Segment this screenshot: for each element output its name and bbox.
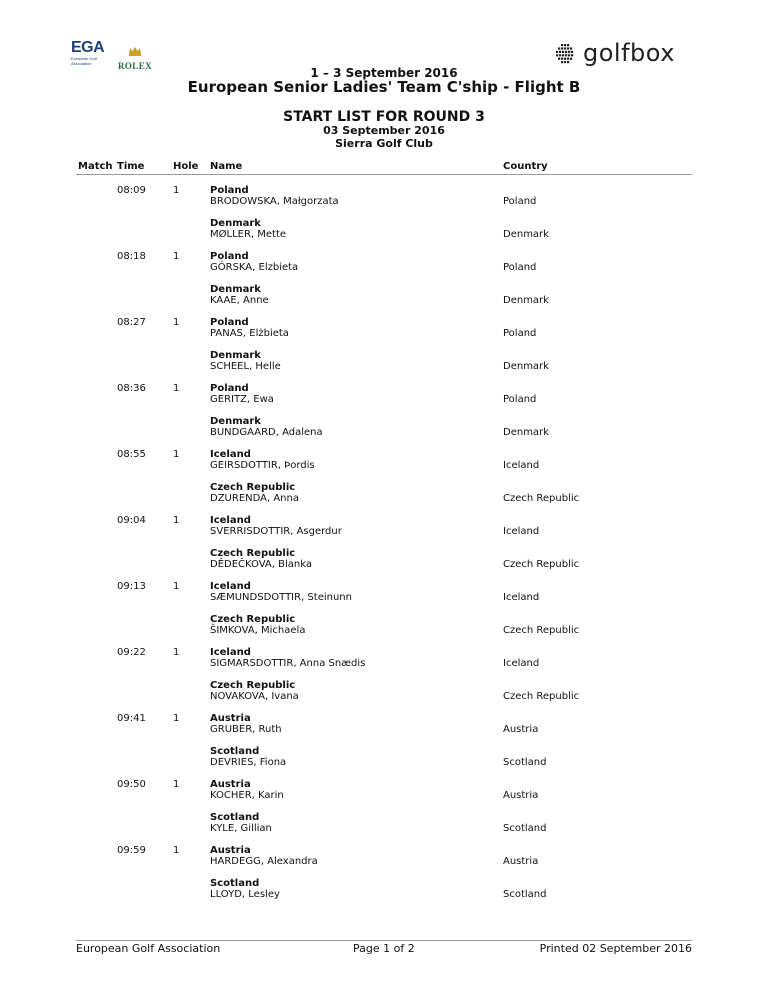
round-date: 03 September 2016 <box>323 124 445 137</box>
player-country: Austria <box>503 790 539 801</box>
player-name: GÓRSKA, Elzbieta <box>210 262 299 273</box>
player-name: ŠIMKOVA, Michaela <box>210 625 306 636</box>
tee-time: 09:50 <box>117 779 146 790</box>
player-name: GERITZ, Ewa <box>210 394 274 405</box>
player-country: Scotland <box>503 757 547 768</box>
player-country: Iceland <box>503 460 540 471</box>
player-country: Czech Republic <box>503 493 580 504</box>
player-name: PANAS, Elżbieta <box>210 328 289 339</box>
player-country: Denmark <box>503 229 549 240</box>
tee-time: 08:09 <box>117 185 146 196</box>
player-name: KAAE, Anne <box>210 295 269 306</box>
start-hole: 1 <box>173 581 180 592</box>
globe-grid-icon <box>553 41 577 65</box>
start-hole: 1 <box>173 317 180 328</box>
player-name: DZURENDA, Anna <box>210 493 299 504</box>
team-name: Iceland <box>210 515 251 526</box>
start-hole: 1 <box>173 845 180 856</box>
start-hole: 1 <box>173 647 180 658</box>
start-hole: 1 <box>173 449 180 460</box>
team-name: Poland <box>210 251 249 262</box>
player-country: Czech Republic <box>503 691 580 702</box>
player-name: BUNDGAARD, Adalena <box>210 427 323 438</box>
column-header-match: Match <box>78 161 113 172</box>
player-country: Poland <box>503 328 537 339</box>
player-name: GEIRSDOTTIR, Þordis <box>210 460 315 471</box>
header-divider <box>76 174 692 175</box>
player-country: Austria <box>503 724 539 735</box>
player-country: Iceland <box>503 592 540 603</box>
tee-time: 09:04 <box>117 515 146 526</box>
player-country: Iceland <box>503 526 540 537</box>
team-name: Poland <box>210 317 249 328</box>
column-header-hole: Hole <box>173 161 199 172</box>
tee-time: 08:55 <box>117 449 146 460</box>
player-country: Denmark <box>503 295 549 306</box>
start-hole: 1 <box>173 251 180 262</box>
tee-time: 09:22 <box>117 647 146 658</box>
team-name: Austria <box>210 713 251 724</box>
player-name: SCHEEL, Helle <box>210 361 281 372</box>
crown-icon <box>128 46 142 56</box>
player-country: Denmark <box>503 427 549 438</box>
team-name: Denmark <box>210 284 261 295</box>
team-name: Austria <box>210 779 251 790</box>
player-name: SÆMUNDSDOTTIR, Steinunn <box>210 592 352 603</box>
golfbox-logo-text: golfbox <box>583 39 675 67</box>
tee-time: 08:18 <box>117 251 146 262</box>
team-name: Poland <box>210 185 249 196</box>
player-country: Scotland <box>503 889 547 900</box>
printed-date: Printed 02 September 2016 <box>539 942 692 955</box>
footer-divider <box>76 940 692 941</box>
team-name: Austria <box>210 845 251 856</box>
column-header-name: Name <box>210 161 243 172</box>
player-name: HARDEGG, Alexandra <box>210 856 318 867</box>
player-name: SIGMARSDOTTIR, Anna Snædis <box>210 658 366 669</box>
team-name: Scotland <box>210 812 260 823</box>
player-name: LLOYD, Lesley <box>210 889 280 900</box>
player-name: KOCHER, Karin <box>210 790 284 801</box>
team-name: Denmark <box>210 218 261 229</box>
rolex-logo <box>118 41 153 71</box>
team-name: Iceland <box>210 449 251 460</box>
player-name: NOVAKOVA, Ivana <box>210 691 299 702</box>
team-name: Iceland <box>210 647 251 658</box>
team-name: Scotland <box>210 878 260 889</box>
start-hole: 1 <box>173 383 180 394</box>
start-hole: 1 <box>173 713 180 724</box>
start-hole: 1 <box>173 185 180 196</box>
player-country: Denmark <box>503 361 549 372</box>
tee-time: 09:41 <box>117 713 146 724</box>
player-country: Scotland <box>503 823 547 834</box>
player-country: Poland <box>503 394 537 405</box>
team-name: Czech Republic <box>210 482 296 493</box>
player-name: SVERRISDOTTIR, Asgerdur <box>210 526 342 537</box>
player-name: BRODOWSKA, Małgorzata <box>210 196 339 207</box>
tee-time: 08:27 <box>117 317 146 328</box>
page-number: Page 1 of 2 <box>353 942 415 955</box>
player-country: Czech Republic <box>503 625 580 636</box>
player-name: MØLLER, Mette <box>210 229 287 240</box>
column-header-country: Country <box>503 161 548 172</box>
venue: Sierra Golf Club <box>335 137 433 150</box>
player-country: Iceland <box>503 658 540 669</box>
rolex-logo-text: ROLEX <box>118 61 153 71</box>
team-name: Czech Republic <box>210 614 296 625</box>
player-name: KYLE, Gillian <box>210 823 272 834</box>
player-country: Austria <box>503 856 539 867</box>
tee-time: 09:59 <box>117 845 146 856</box>
ega-logo-subtext: European Golf Association <box>71 56 97 66</box>
team-name: Denmark <box>210 350 261 361</box>
start-hole: 1 <box>173 779 180 790</box>
start-hole: 1 <box>173 515 180 526</box>
player-name: GRUBER, Ruth <box>210 724 282 735</box>
event-dates: 1 – 3 September 2016 <box>310 66 458 80</box>
page-title: START LIST FOR ROUND 3 <box>283 109 485 125</box>
ega-logo <box>71 40 111 66</box>
golfbox-logo <box>553 40 675 66</box>
column-header-time: Time <box>117 161 145 172</box>
team-name: Scotland <box>210 746 260 757</box>
player-name: DEVRIES, Fiona <box>210 757 287 768</box>
event-title: European Senior Ladies' Team C'ship - Flight B <box>187 78 581 96</box>
team-name: Poland <box>210 383 249 394</box>
tee-time: 08:36 <box>117 383 146 394</box>
team-name: Denmark <box>210 416 261 427</box>
team-name: Iceland <box>210 581 251 592</box>
player-country: Czech Republic <box>503 559 580 570</box>
footer-organisation: European Golf Association <box>76 942 221 955</box>
player-country: Poland <box>503 262 537 273</box>
player-country: Poland <box>503 196 537 207</box>
team-name: Czech Republic <box>210 680 296 691</box>
ega-logo-text: EGA <box>71 39 105 56</box>
tee-time: 09:13 <box>117 581 146 592</box>
player-name: DĚDEČKOVA, Blanka <box>210 559 312 570</box>
team-name: Czech Republic <box>210 548 296 559</box>
